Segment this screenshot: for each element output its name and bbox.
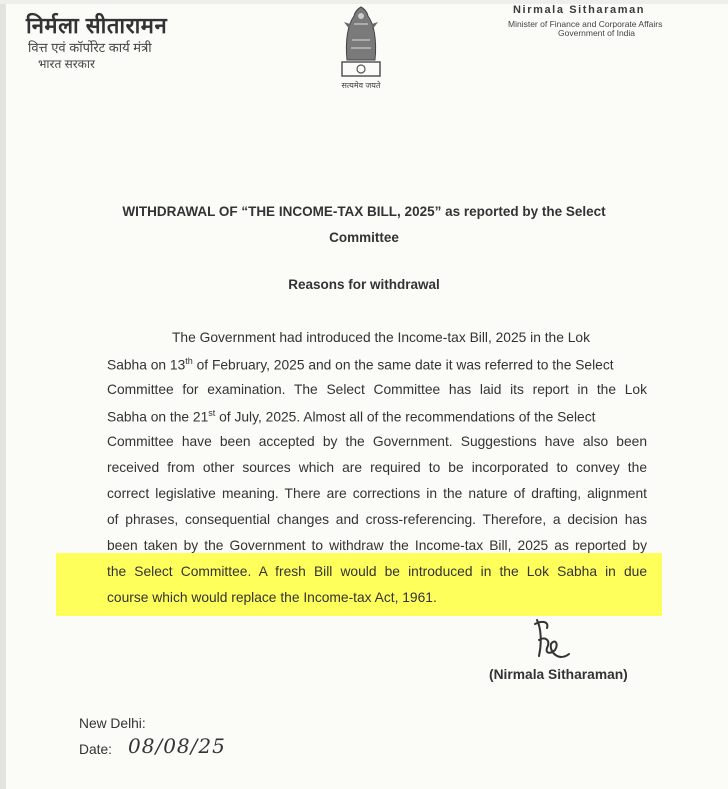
body-line-5: Committee have been accepted by the Government. Suggestions have also been [107,434,647,449]
hindi-minister-name: निर्मला सीतारामन [26,13,168,38]
place-label: New Delhi: [79,716,146,731]
handwritten-date: 08/08/25 [128,734,226,758]
body-line-8: of phrases, consequential changes and cross-referencing. Therefore, a decision has [107,512,647,527]
body-line-1 [172,330,647,345]
body-line-10: the Select Committee. A fresh Bill would be introduced in the Lok Sabha in due [107,564,647,579]
body-line-6: received from other sources which are required to be incorporated to convey the [107,460,647,475]
national-emblem-icon [328,0,394,80]
emblem-motto: सत्यमेव जयते [341,81,381,90]
date-label: Date: [79,742,112,757]
english-minister-name: Nirmala Sitharaman [513,4,646,16]
english-minister-title: Minister of Finance and Corporate Affairs [508,19,663,29]
superscript: th [185,356,193,366]
hindi-minister-title: वित्त एवं कॉर्पोरेट कार्य मंत्री [28,40,152,55]
english-government-label: Government of India [558,28,636,38]
handwritten-signature [525,614,585,669]
signer-name: (Nirmala Sitharaman) [489,667,628,682]
body-line-11: course which would replace the Income-tax Act, 1961. [107,590,437,605]
document-title [60,199,668,251]
body-line-7: correct legislative meaning. There are corrections in the nature of drafting, alignment [107,486,647,501]
body-text: Sabha on 13 [107,357,186,373]
title-line-1: WITHDRAWAL OF “THE INCOME-TAX BILL, 2025” as reported by the Select [122,204,606,219]
document-subtitle: Reasons for withdrawal [288,277,440,292]
body-text: Sabha on the 21 [107,409,209,425]
body-text: of July, 2025. Almost all of the recommendations of the Select [215,409,596,425]
body-text: The Government had introduced the Income-tax Bill, 2025 in the Lok [172,330,590,345]
title-line-2: Committee [329,230,399,245]
body-line-4 [107,408,647,425]
superscript: st [208,408,216,418]
scan-edge-left [0,0,6,789]
highlighter-mark [56,553,662,616]
body-line-3: Committee for examination. The Select Committee has laid its report in the Lok [107,382,647,397]
body-line-9: been taken by the Government to withdraw the Income-tax Bill, 2025 as reported by [107,538,647,553]
hindi-government-label: भारत सरकार [38,57,95,71]
body-text: of February, 2025 and on the same date it was referred to the Select [192,357,614,373]
body-line-2 [107,356,647,373]
